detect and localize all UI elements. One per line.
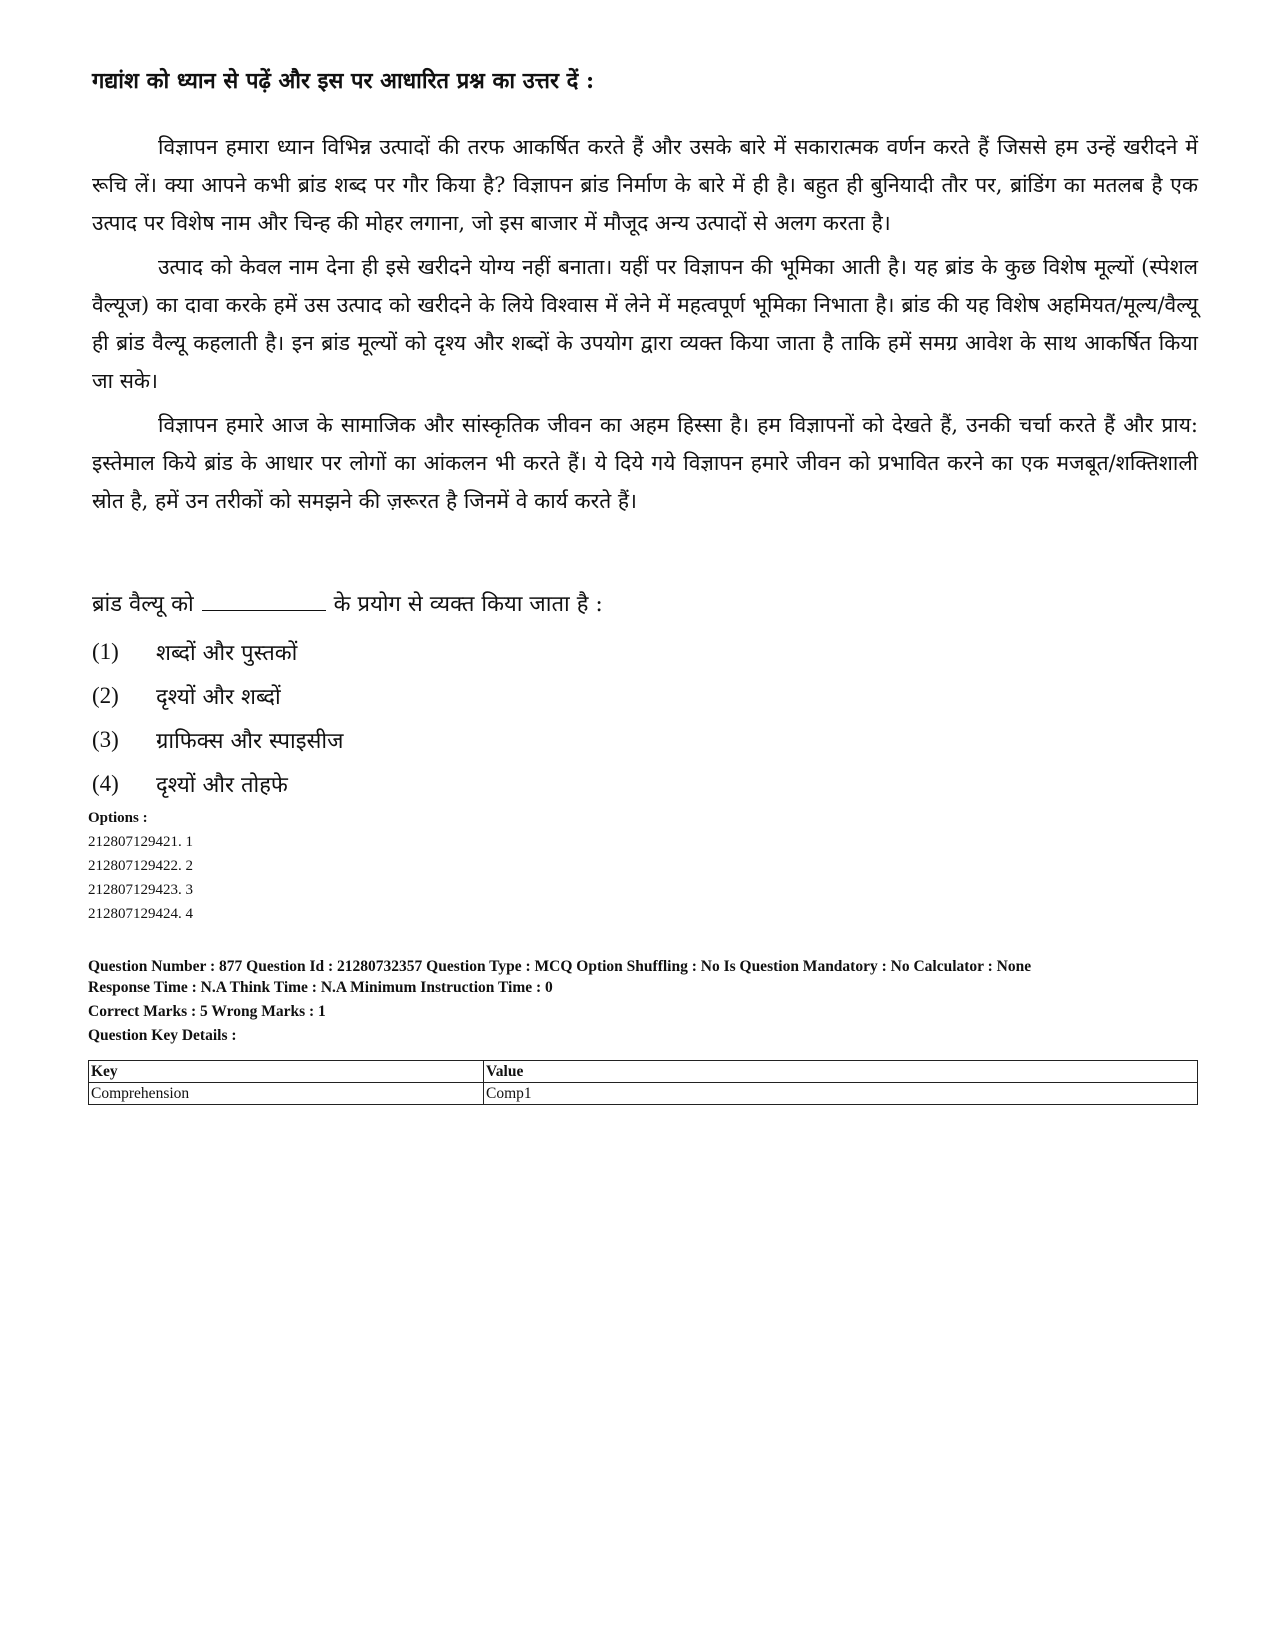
choice-2 [92,674,692,718]
question-text-after-blank: के प्रयोग से व्यक्त किया जाता है : [333,592,603,617]
cell-value: Comp1 [484,1083,1198,1105]
meta-key-details-label: Question Key Details : [88,1027,237,1044]
choice-4 [92,762,692,806]
table-header-row [89,1061,1198,1083]
answer-choices [92,630,692,806]
options-list [88,806,688,926]
question-text-before-blank: ब्रांड वैल्यू को [92,592,194,617]
choice-text: ग्राफिक्स और स्पाइसीज [156,729,344,754]
choice-text: दृश्यों और शब्दों [156,685,281,710]
cell-key: Comprehension [89,1083,484,1105]
question-key-table [88,1060,1198,1105]
choice-text: दृश्यों और तोहफे [156,773,288,798]
header-value: Value [484,1061,1198,1083]
meta-question-info: Question Number : 877 Question Id : 21280732357 Question Type : MCQ Option Shuffling : No Is Question Mandatory : No Calculator : None [88,958,1032,975]
passage-text [92,128,1198,526]
meta-marks-info: Correct Marks : 5 Wrong Marks : 1 [88,1003,326,1020]
passage-paragraph-2: उत्पाद को केवल नाम देना ही इसे खरीदने योग्य नहीं बनाता। यहीं पर विज्ञापन की भूमिका आती है। यह ब्रांड के कुछ विशेष मूल्यों (स्पेशल वैल्यूज) का दावा करके हमें उस उत्पाद को खरीदने के लिये विश्वास में लेने में महत्वपूर्ण भूमिका निभाता है। ब्रांड की यह विशेष अहमियत/मूल्य/वैल्यू ही ब्रांड वैल्यू कहलाती है। इन ब्रांड मूल्यों को दृश्य और शब्दों के उपयोग द्वारा व्यक्त किया जाता है ताकि हमें समग्र आवेश के साथ आकर्षित किया जा सके। [92,255,1198,393]
option-id-1: 212807129421. 1 [88,834,193,850]
option-id-2: 212807129422. 2 [88,858,193,874]
passage-heading: गद्यांश को ध्यान से पढ़ें और इस पर आधारित प्रश्न का उत्तर दें : [92,68,595,94]
options-title: Options : [88,810,148,826]
question-stem [92,590,1192,620]
choice-number: (3) [92,727,119,752]
choice-number: (1) [92,639,119,664]
choice-3 [92,718,692,762]
passage-paragraph-3: विज्ञापन हमारे आज के सामाजिक और सांस्कृतिक जीवन का अहम हिस्सा है। हम विज्ञापनों को देखते हैं, उनकी चर्चा करते हैं और प्राय: इस्तेमाल किये ब्रांड के आधार पर लोगों का आंकलन भी करते हैं। ये दिये गये विज्ञापन हमारे जीवन को प्रभावित करने का एक मजबूत/शक्तिशाली स्रोत है, हमें उन तरीकों को समझने की ज़रूरत है जिनमें वे कार्य करते हैं। [92,413,1198,513]
choice-text: शब्दों और पुस्तकों [156,641,298,666]
choice-1 [92,630,692,674]
answer-blank [202,590,326,611]
passage-paragraph-1: विज्ञापन हमारा ध्यान विभिन्न उत्पादों की तरफ आकर्षित करते हैं और उसके बारे में सकारात्मक वर्णन करते हैं जिससे हम उन्हें खरीदने में रूचि लें। क्या आपने कभी ब्रांड शब्द पर गौर किया है? विज्ञापन ब्रांड निर्माण के बारे में ही है। बहुत ही बुनियादी तौर पर, ब्रांडिंग का मतलब है एक उत्पाद पर विशेष नाम और चिन्ह की मोहर लगाना, जो इस बाजार में मौजूद अन्य उत्पादों से अलग करता है। [92,135,1198,235]
option-id-4: 212807129424. 4 [88,906,193,922]
option-id-3: 212807129423. 3 [88,882,193,898]
choice-number: (2) [92,683,119,708]
table-row [89,1083,1198,1105]
question-metadata [88,956,1198,1046]
choice-number: (4) [92,771,119,796]
meta-time-info: Response Time : N.A Think Time : N.A Minimum Instruction Time : 0 [88,979,553,996]
header-key: Key [89,1061,484,1083]
